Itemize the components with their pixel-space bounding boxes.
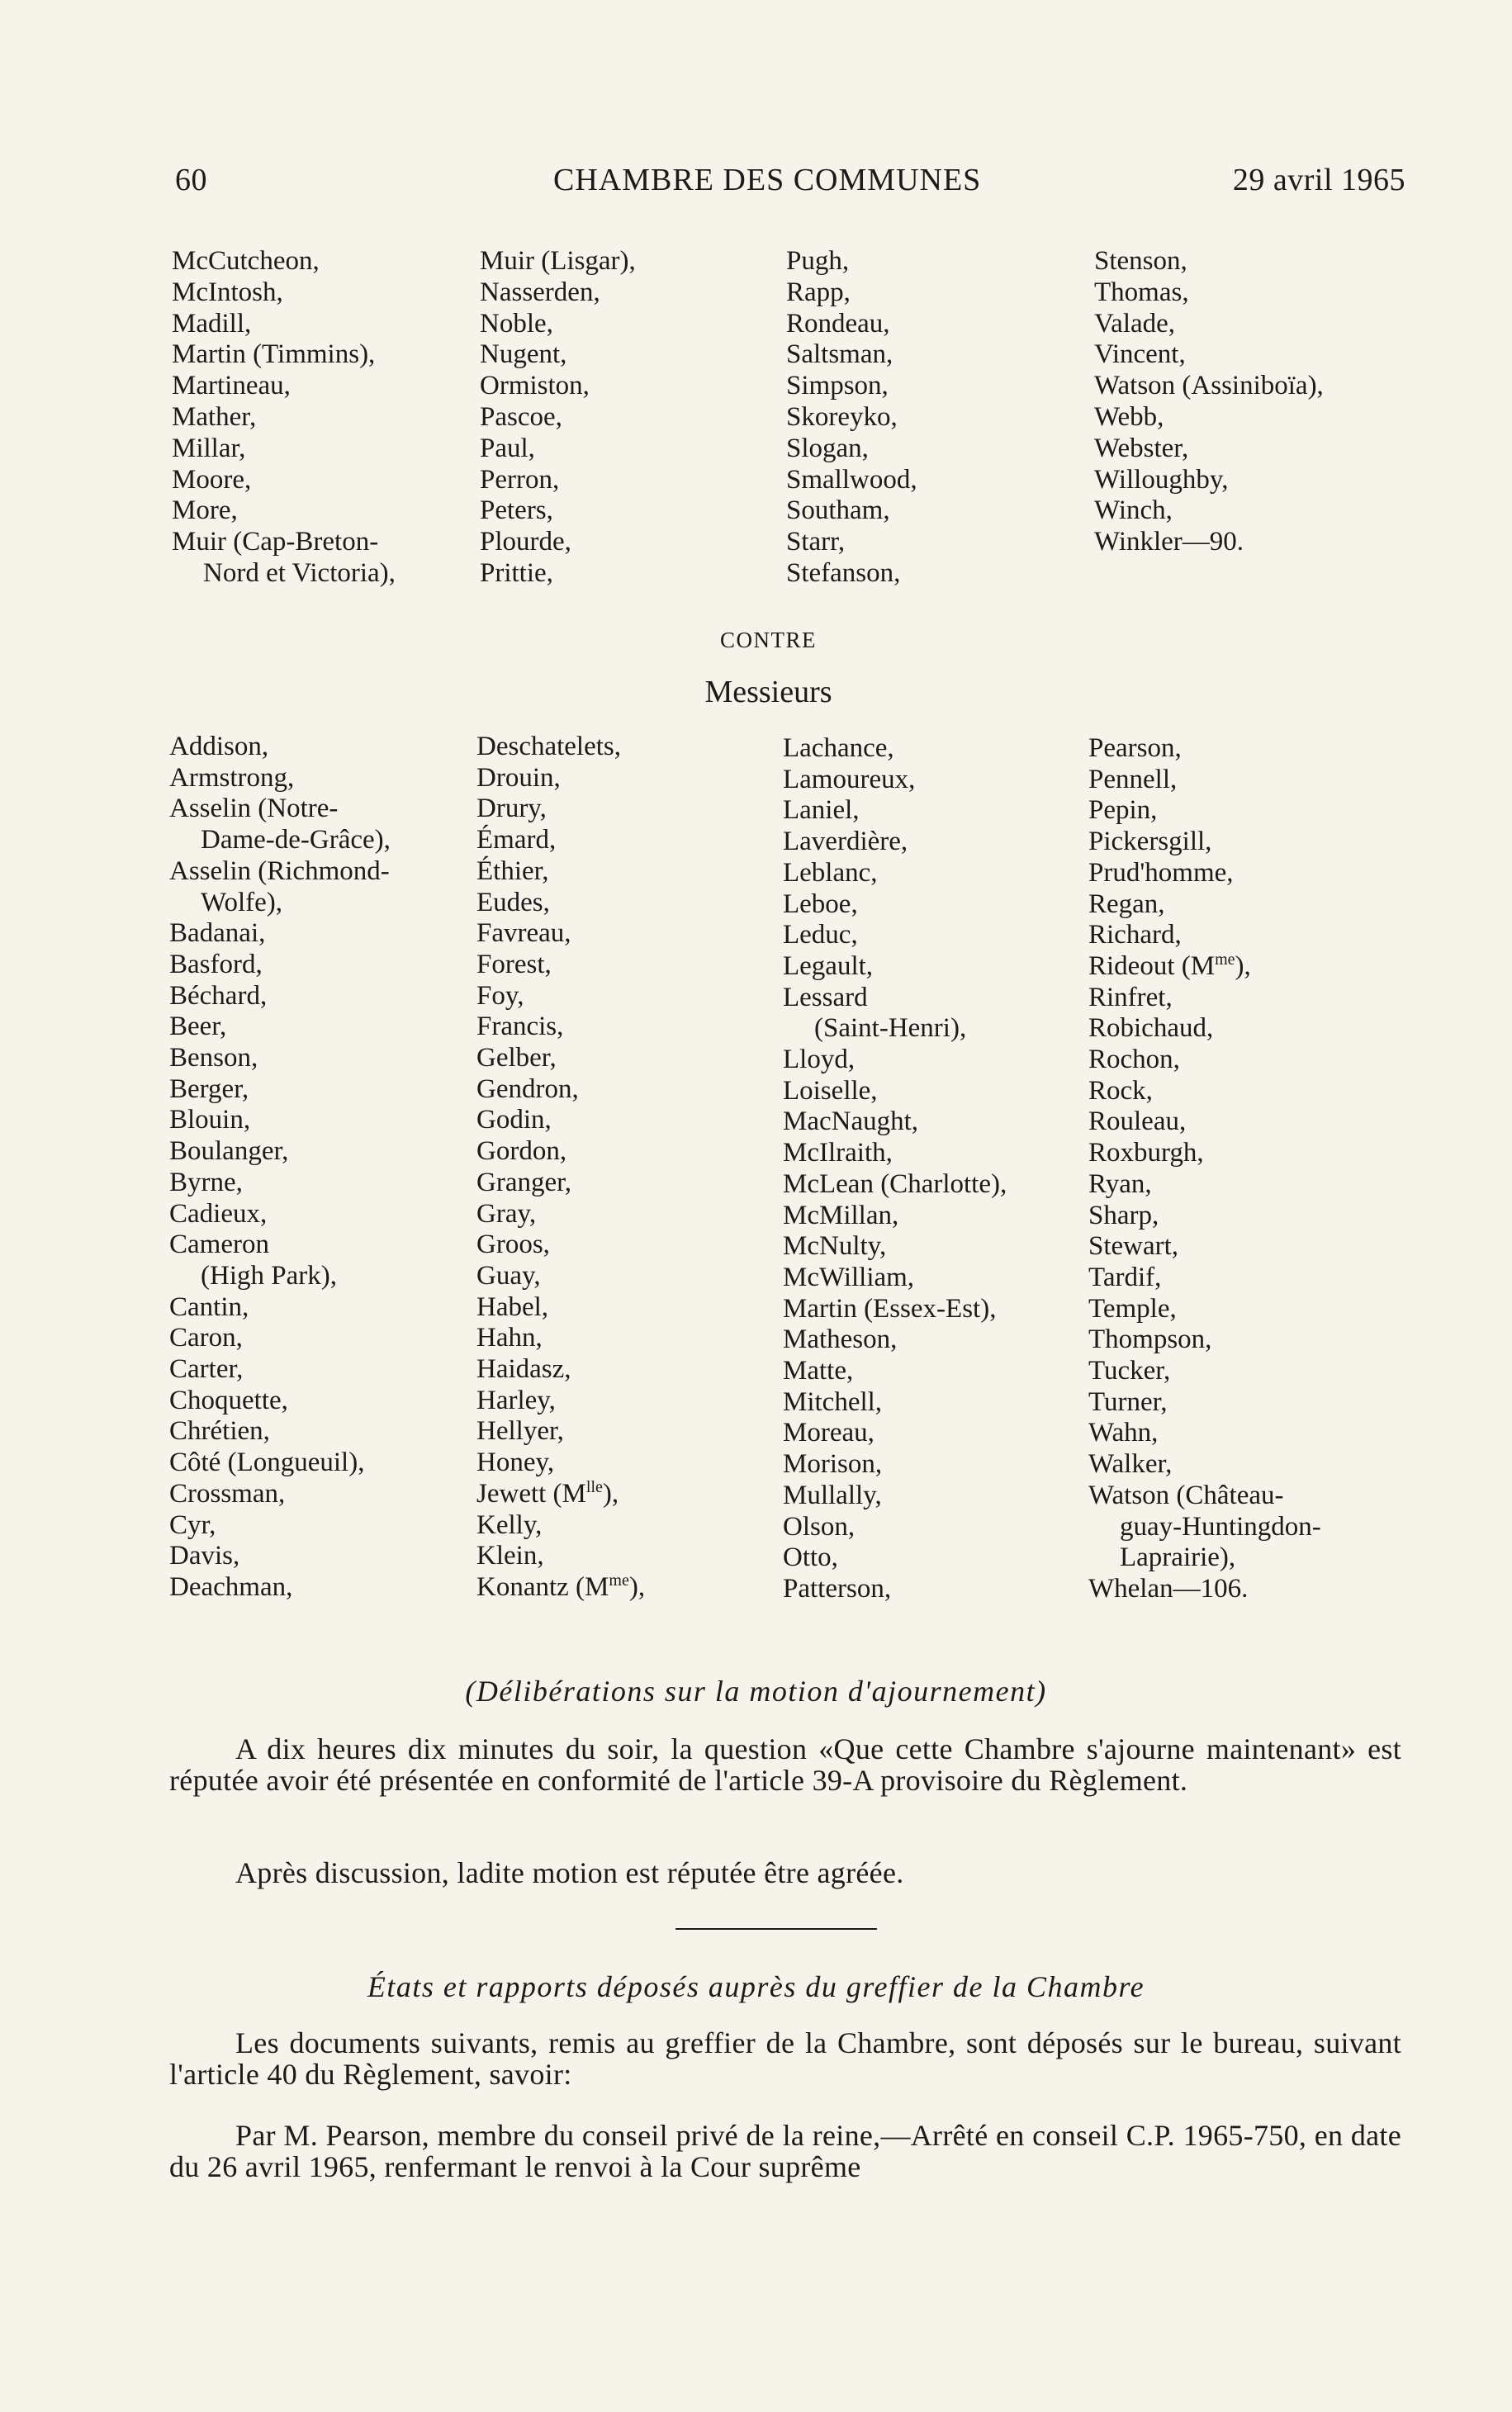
member-name: Temple, xyxy=(1088,1293,1177,1324)
member-name: Prud'homme, xyxy=(1088,857,1234,888)
member-name: Rinfret, xyxy=(1088,982,1173,1012)
member-name: Cantin, xyxy=(169,1291,249,1322)
member-name: Boulanger, xyxy=(169,1136,289,1167)
member-name: Rochon, xyxy=(1088,1045,1180,1075)
member-name: Watson (Assiniboïa), xyxy=(1094,371,1324,401)
member-name: MacNaught, xyxy=(783,1106,919,1137)
for-column-3 xyxy=(786,246,917,590)
member-name: Stewart, xyxy=(1088,1231,1179,1262)
paragraph: Après discussion, ladite motion est réputée être agréée. xyxy=(235,1856,904,1889)
member-name: Roxburgh, xyxy=(1088,1138,1204,1168)
member-name: Harley, xyxy=(476,1385,556,1415)
member-name: McIntosh, xyxy=(172,277,283,307)
member-name-continued: Dame-de-Grâce), xyxy=(201,825,391,855)
member-name: Klein, xyxy=(476,1541,544,1571)
member-name: Mullally, xyxy=(783,1480,882,1510)
paragraph: A dix heures dix minutes du soir, la question «Que cette Chambre s'ajourne maintenant» est réputée avoir été présentée en conformité de l'article 39-A provisoire du Règlement. xyxy=(169,1732,1401,1797)
member-name: Cameron xyxy=(169,1230,269,1260)
member-name: McIlraith, xyxy=(783,1138,893,1168)
paragraph: Par M. Pearson, membre du conseil privé de la reine,—Arrêté en conseil C.P. 1965-750, en date du 26 avril 1965, renfermant le renvoi à la Cour suprême xyxy=(169,2119,1401,2183)
member-name: Favreau, xyxy=(476,918,571,949)
member-name: Byrne, xyxy=(169,1167,243,1197)
member-name: Lloyd, xyxy=(783,1045,856,1075)
against-column-2 xyxy=(476,732,645,1604)
member-name: Skoreyko, xyxy=(786,401,898,432)
member-name: Smallwood, xyxy=(786,464,917,495)
member-name: Tardif, xyxy=(1088,1262,1162,1292)
member-name: Walker, xyxy=(1088,1449,1173,1480)
member-name: Béchard, xyxy=(169,980,268,1011)
member-name: McCutcheon, xyxy=(172,246,320,276)
member-name: Rondeau, xyxy=(786,308,890,339)
member-name-continued: Wolfe), xyxy=(201,887,283,917)
member-name: Éthier, xyxy=(476,855,549,886)
for-column-2 xyxy=(480,246,636,590)
member-name: Saltsman, xyxy=(786,339,893,370)
member-name: Nasserden, xyxy=(480,277,600,307)
member-name: Haidasz, xyxy=(476,1354,571,1385)
member-name: Groos, xyxy=(476,1230,550,1260)
paragraph: Les documents suivants, remis au greffier de la Chambre, sont déposés sur le bureau, suivant l'article 40 du Règlement, savoir: xyxy=(169,2026,1401,2091)
member-name: Lamoureux, xyxy=(783,764,916,794)
member-name: Matheson, xyxy=(783,1324,898,1355)
member-name-continued: guay-Huntingdon- xyxy=(1120,1511,1321,1542)
member-name: Olson, xyxy=(783,1511,856,1542)
member-name: Winch, xyxy=(1094,495,1173,526)
against-column-4 xyxy=(1088,733,1321,1605)
member-name: Perron, xyxy=(480,464,560,495)
member-name: McNulty, xyxy=(783,1231,887,1262)
member-name: Valade, xyxy=(1094,308,1176,339)
member-name: Martin (Timmins), xyxy=(172,339,376,370)
member-name: Thomas, xyxy=(1094,277,1189,307)
member-name: Robichaud, xyxy=(1088,1013,1214,1044)
member-name: Stenson, xyxy=(1094,246,1187,276)
member-name: Rapp, xyxy=(786,277,851,307)
member-name: Asselin (Notre- xyxy=(169,794,339,824)
member-name: Eudes, xyxy=(476,887,550,917)
member-name: Southam, xyxy=(786,495,890,526)
for-column-1 xyxy=(172,246,396,590)
member-name: Tucker, xyxy=(1088,1356,1171,1386)
member-name-continued: Nord et Victoria), xyxy=(203,557,396,588)
member-name: Hellyer, xyxy=(476,1416,564,1447)
member-name-continued: (High Park), xyxy=(201,1260,337,1291)
member-name: Gray, xyxy=(476,1198,537,1229)
member-name: Regan, xyxy=(1088,889,1165,919)
member-name: Turner, xyxy=(1088,1386,1168,1417)
member-name: Honey, xyxy=(476,1448,555,1478)
member-name: Stefanson, xyxy=(786,557,901,588)
member-name: Francis, xyxy=(476,1012,564,1042)
section-title-documents: États et rapports déposés auprès du greffier de la Chambre xyxy=(367,1970,1145,2003)
member-name: Pepin, xyxy=(1088,795,1158,826)
member-name: Mather, xyxy=(172,401,257,432)
member-name: Loiselle, xyxy=(783,1075,878,1106)
member-name: Muir (Cap-Breton- xyxy=(172,527,379,557)
member-name: Rock, xyxy=(1088,1075,1153,1106)
member-name: Asselin (Richmond- xyxy=(169,855,390,886)
member-name: Davis, xyxy=(169,1541,240,1571)
member-name: Legault, xyxy=(783,950,874,981)
member-name: Laniel, xyxy=(783,795,860,826)
member-name: Deschatelets, xyxy=(476,732,622,761)
member-name: Sharp, xyxy=(1088,1200,1159,1230)
member-name: Plourde, xyxy=(480,527,571,557)
header-date: 29 avril 1965 xyxy=(1232,163,1405,197)
member-name: Rouleau, xyxy=(1088,1106,1187,1137)
member-name: Blouin, xyxy=(169,1105,251,1135)
member-name: Millar, xyxy=(172,433,246,463)
member-name: Vincent, xyxy=(1094,339,1186,370)
member-name: Matte, xyxy=(783,1356,854,1386)
member-name: Lessard xyxy=(783,982,868,1012)
running-title: CHAMBRE DES COMMUNES xyxy=(553,163,982,197)
member-name: Jewett $(M^{lle})$, xyxy=(476,1477,619,1509)
member-name: Martin (Essex-Est), xyxy=(783,1293,997,1324)
member-name: Forest, xyxy=(476,949,552,979)
member-name: Noble, xyxy=(480,308,553,339)
member-name: Rideout $(M^{me})$, xyxy=(1088,950,1251,981)
member-name: Muir (Lisgar), xyxy=(480,246,636,276)
member-name: Addison, xyxy=(169,732,269,761)
member-name: Slogan, xyxy=(786,433,869,463)
member-name: Kelly, xyxy=(476,1509,543,1540)
member-name: Choquette, xyxy=(169,1385,288,1415)
member-name: More, xyxy=(172,495,238,526)
member-name: Leboe, xyxy=(783,889,858,919)
member-name: Martineau, xyxy=(172,371,291,401)
member-name: McMillan, xyxy=(783,1200,899,1230)
member-name: Morison, xyxy=(783,1449,883,1480)
against-column-3 xyxy=(783,733,1007,1605)
section-divider xyxy=(675,1928,877,1930)
member-name: Drouin, xyxy=(476,762,561,793)
member-name: Laverdière, xyxy=(783,827,908,857)
member-name: Gendron, xyxy=(476,1073,579,1104)
member-name: Guay, xyxy=(476,1260,541,1291)
member-name: Foy, xyxy=(476,980,524,1011)
member-name: Patterson, xyxy=(783,1573,892,1604)
member-name: Deachman, xyxy=(169,1571,293,1602)
member-name: Beer, xyxy=(169,1012,227,1042)
member-name: Peters, xyxy=(480,495,553,526)
member-name-continued: (Saint-Henri), xyxy=(814,1013,967,1044)
member-name: Godin, xyxy=(476,1105,552,1135)
member-name: Gordon, xyxy=(476,1136,567,1167)
member-name: Mitchell, xyxy=(783,1386,883,1417)
messieurs-heading: Messieurs xyxy=(704,675,832,709)
member-name: Pickersgill, xyxy=(1088,827,1212,857)
member-name: Konantz $(M^{me})$, xyxy=(476,1571,646,1602)
member-name: Caron, xyxy=(169,1323,243,1353)
member-name: Drury, xyxy=(476,794,547,824)
member-name: Leblanc, xyxy=(783,857,878,888)
member-name: Pennell, xyxy=(1088,764,1178,794)
member-name: Carter, xyxy=(169,1354,244,1385)
member-name: Badanai, xyxy=(169,918,266,949)
member-name: Granger, xyxy=(476,1167,572,1197)
member-name: Paul, xyxy=(480,433,535,463)
member-name: Webb, xyxy=(1094,401,1164,432)
member-name: Webster, xyxy=(1094,433,1189,463)
member-name: Habel, xyxy=(476,1291,549,1322)
member-name: Thompson, xyxy=(1088,1324,1212,1355)
vote-total-for: Winkler—90. xyxy=(1094,527,1244,557)
member-name: Ormiston, xyxy=(480,371,590,401)
member-name: Madill, xyxy=(172,308,252,339)
member-name: Crossman, xyxy=(169,1478,286,1509)
member-name: Nugent, xyxy=(480,339,567,370)
member-name: Benson, xyxy=(169,1043,258,1073)
member-name: Chrétien, xyxy=(169,1416,270,1447)
member-name: Moore, xyxy=(172,464,252,495)
member-name: Moreau, xyxy=(783,1418,874,1448)
member-name: Gelber, xyxy=(476,1043,557,1073)
vote-total-against: Whelan—106. xyxy=(1088,1573,1249,1604)
member-name: Richard, xyxy=(1088,920,1182,950)
page-number: 60 xyxy=(175,163,207,197)
member-name: Watson (Château- xyxy=(1088,1480,1284,1510)
member-name: Pearson, xyxy=(1088,733,1182,763)
member-name: Pascoe, xyxy=(480,401,562,432)
member-name: Simpson, xyxy=(786,371,889,401)
against-column-1 xyxy=(169,732,391,1604)
member-name: Ryan, xyxy=(1088,1168,1152,1199)
member-name: Cadieux, xyxy=(169,1198,268,1229)
member-name: Côté (Longueuil), xyxy=(169,1448,365,1478)
member-name-continued: Laprairie), xyxy=(1120,1542,1236,1573)
member-name: Lachance, xyxy=(783,733,894,763)
member-name: Cyr, xyxy=(169,1509,216,1540)
member-name: Émard, xyxy=(476,825,557,855)
member-name: Starr, xyxy=(786,527,846,557)
member-name: McLean (Charlotte), xyxy=(783,1168,1007,1199)
section-title-adjournment: (Délibérations sur la motion d'ajournement) xyxy=(465,1675,1047,1708)
member-name: Willoughby, xyxy=(1094,464,1229,495)
member-name: Hahn, xyxy=(476,1323,543,1353)
member-name: Leduc, xyxy=(783,920,858,950)
member-name: Berger, xyxy=(169,1073,249,1104)
member-name: Otto, xyxy=(783,1542,838,1573)
member-name: Pugh, xyxy=(786,246,850,276)
member-name: Prittie, xyxy=(480,557,553,588)
member-name: Wahn, xyxy=(1088,1418,1159,1448)
member-name: Basford, xyxy=(169,949,263,979)
member-name: McWilliam, xyxy=(783,1262,915,1292)
member-name: Armstrong, xyxy=(169,762,295,793)
for-column-4 xyxy=(1094,246,1324,558)
contre-heading: CONTRE xyxy=(720,628,817,652)
